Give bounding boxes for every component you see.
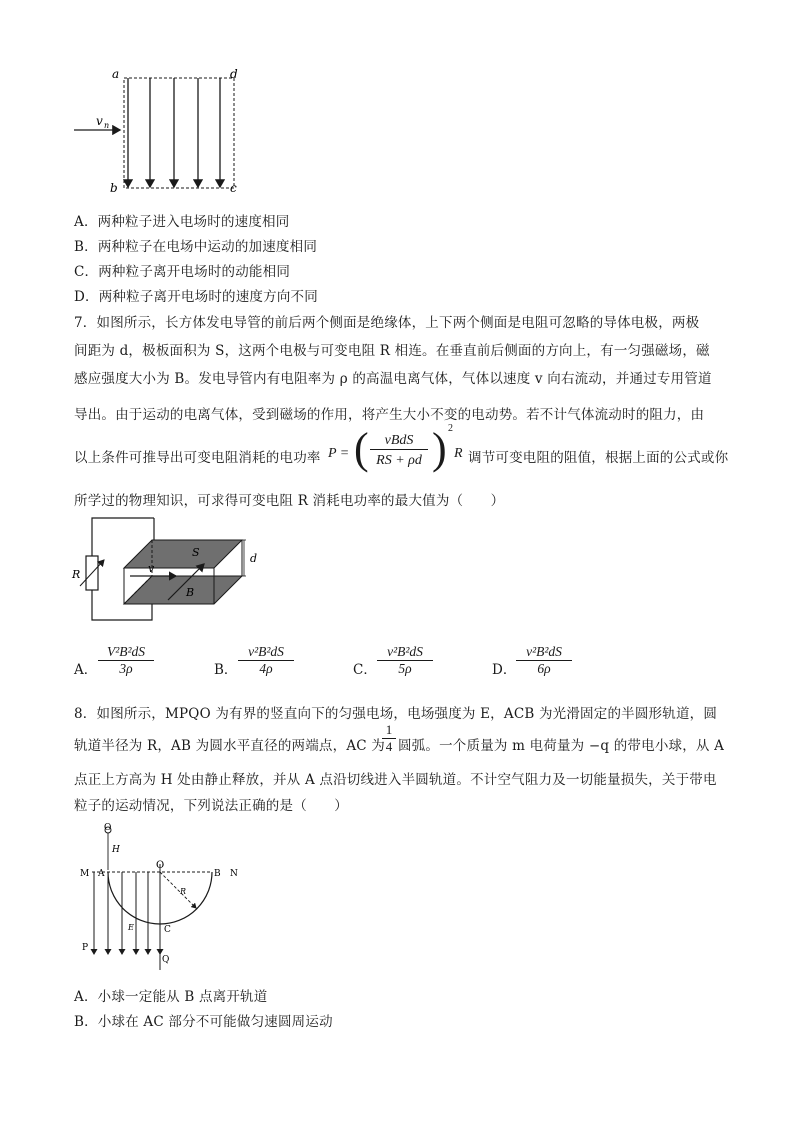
formula-lhs: P =: [328, 446, 350, 461]
label-B-point: B: [214, 869, 221, 879]
q6-option-b: B．两种粒子在电场中运动的加速度相同: [74, 239, 318, 255]
q7-stem-line-4: 导出。由于运动的电离气体，受到磁场的作用，将产生大小不变的电动势。若不计气体流动时的阻力，由: [74, 407, 705, 423]
q8-option-a: A．小球一定能从 B 点离开轨道: [74, 989, 268, 1005]
q7-stem-line-2: 间距为 d，极板面积为 S，这两个电极与可变电阻 R 相连。在垂直前后侧面的方向上，有一匀强磁场，磁: [74, 343, 710, 359]
option-label: D．: [492, 662, 517, 678]
label-b: b: [110, 181, 118, 195]
label-C: C: [164, 925, 171, 935]
q8-stem-line-2-pre: 轨道半径为 R，AB 为圆水平直径的两端点，AC 为: [74, 738, 385, 754]
formula-left-paren: (: [354, 424, 369, 473]
q8-stem-line-2-post: 圆弧。一个质量为 m 电荷量为 −q 的带电小球，从 A: [398, 738, 725, 754]
label-M: M: [80, 869, 90, 879]
label-v: v: [96, 114, 103, 128]
label-Q: Q: [162, 955, 170, 965]
formula-right-paren: ): [432, 424, 447, 473]
option-numerator: v²B²dS: [377, 644, 433, 661]
label-O-top: O: [104, 823, 112, 833]
label-v-flow: v: [148, 562, 155, 575]
formula-tail: R: [454, 446, 463, 461]
q7-stem-line-5-pre: 以上条件可推导出可变电阻消耗的电功率: [74, 450, 321, 466]
option-fraction: [98, 644, 154, 677]
label-P: P: [82, 943, 89, 953]
q6-option-a: A．两种粒子进入电场时的速度相同: [74, 214, 290, 230]
option-numerator: v²B²dS: [238, 644, 294, 661]
label-d: d: [230, 67, 238, 81]
formula-exponent: 2: [448, 423, 453, 434]
option-denominator: 3ρ: [119, 661, 133, 676]
q7-stem-line-3: 感应强度大小为 B。发电导管内有电阻率为 ρ 的高温电离气体，气体以速度 v 向右流动，并通过专用管道: [74, 371, 712, 387]
label-R-radius: R: [180, 887, 187, 896]
label-d-dim: d: [250, 552, 258, 565]
label-N: N: [230, 869, 238, 879]
q7-options: [74, 640, 714, 690]
label-B: B: [186, 586, 195, 599]
q7-stem-line-6: 所学过的物理知识，可求得可变电阻 R 消耗电功率的最大值为（ ）: [74, 493, 505, 509]
label-S: S: [192, 546, 200, 559]
option-numerator: v²B²dS: [516, 644, 572, 661]
label-R: R: [72, 568, 81, 581]
option-denominator: 6ρ: [537, 661, 551, 676]
q8-track-figure: [72, 822, 252, 972]
q7-stem-line-5-post: 调节可变电阻的阻值，根据上面的公式或你: [468, 450, 729, 466]
label-H: H: [112, 845, 120, 855]
q8-option-b: B．小球在 AC 部分不可能做匀速圆周运动: [74, 1014, 333, 1030]
option-label: B．: [214, 662, 238, 678]
q8-inline-fraction: [382, 722, 396, 755]
option-fraction: [238, 644, 294, 677]
label-O: O: [156, 860, 165, 871]
option-label: C．: [353, 662, 377, 678]
fraction-denominator: 4: [385, 739, 393, 754]
option-label: A．: [74, 662, 98, 678]
label-c: c: [230, 181, 237, 195]
option-fraction: [516, 644, 572, 677]
q7-stem-line-1: 7．如图所示，长方体发电导管的前后两个侧面是绝缘体，上下两个侧面是电阻可忽略的导体电极，两极: [74, 315, 700, 331]
q6-option-c: C．两种粒子离开电场时的动能相同: [74, 264, 291, 280]
q8-stem-line-1: 8．如图所示，MPQO 为有界的竖直向下的匀强电场，电场强度为 E，ACB 为光滑固定的半圆形轨道，圆: [74, 706, 718, 722]
option-denominator: 4ρ: [259, 661, 273, 676]
q7-generator-figure: [68, 516, 268, 626]
q6-option-d: D．两种粒子离开电场时的速度方向不同: [74, 289, 318, 305]
label-A: A: [98, 869, 105, 879]
fraction-numerator: 1: [382, 722, 396, 739]
option-numerator: V²B²dS: [98, 644, 154, 661]
label-E: E: [128, 923, 134, 932]
option-fraction: [377, 644, 433, 677]
q8-stem-line-4: 粒子的运动情况，下列说法正确的是（ ）: [74, 798, 348, 814]
option-denominator: 5ρ: [398, 661, 412, 676]
formula-denominator: RS + ρd: [376, 453, 422, 468]
label-a: a: [112, 67, 120, 81]
q6-field-figure: [70, 66, 250, 198]
label-v-sub: n: [104, 121, 110, 130]
q8-stem-line-3: 点正上方高为 H 处由静止释放，并从 A 点沿切线进入半圆轨道。不计空气阻力及一切能量损失，关于带电: [74, 772, 717, 788]
formula-numerator: vBdS: [370, 433, 428, 450]
